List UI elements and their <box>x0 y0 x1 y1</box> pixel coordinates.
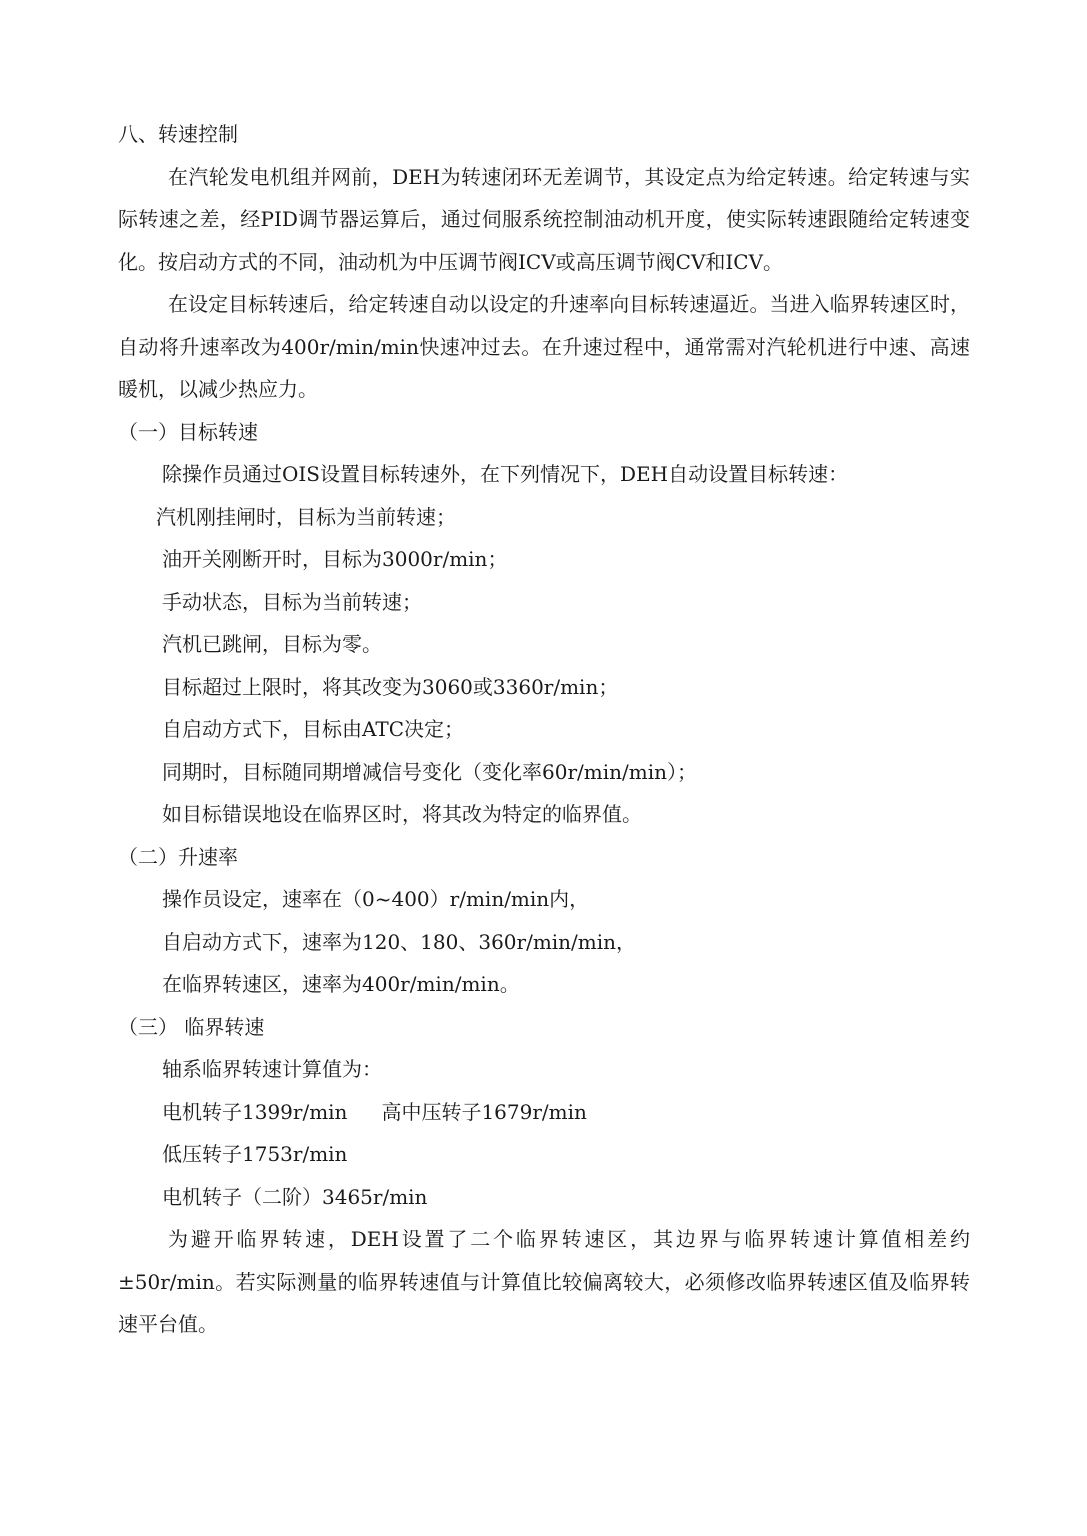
target-speed-item: 同期时，目标随同期增减信号变化（变化率60r/min/min）； <box>162 759 697 784</box>
rotor-lp-value: 低压转子1753r/min <box>162 1142 348 1166</box>
target-speed-intro: 除操作员通过OIS设置目标转速外，在下列情况下，DEH自动设置目标转速： <box>162 462 849 486</box>
target-speed-item: 自启动方式下，目标由ATC决定； <box>162 717 464 741</box>
rotor-motor-2nd-value: 电机转子（二阶）3465r/min <box>162 1184 428 1209</box>
subsection-heading-critical-speed: （三） 临界转速 <box>118 1014 265 1039</box>
critical-speed-row <box>118 1091 970 1134</box>
target-speed-item: 汽机刚挂闸时，目标为当前转速； <box>156 504 456 529</box>
acceleration-rate-item: 自启动方式下，速率为120、180、360r/min/min， <box>162 929 637 954</box>
intro-paragraph-1: 在汽轮发电机组并网前，DEH为转速闭环无差调节，其设定点为给定转速。给定转速与实际转速之差，经PID调节器运算后，通过伺服系统控制油动机开度，使实际转速跟随给定转速变化。按启动方式的不同，油动机为中压调节阀ICV或高压调节阀CV和ICV。 <box>118 164 970 274</box>
document-body <box>118 113 970 1346</box>
subsection-heading-acceleration-rate: （二）升速率 <box>118 844 238 869</box>
acceleration-rate-item: 在临界转速区，速率为400r/min/min。 <box>162 972 520 996</box>
target-speed-item: 如目标错误地设在临界区时，将其改为特定的临界值。 <box>162 802 642 826</box>
critical-speed-intro: 轴系临界转速计算值为： <box>162 1057 382 1081</box>
subsection-heading-target-speed: （一）目标转速 <box>118 419 258 444</box>
intro-paragraph-2: 在设定目标转速后，给定转速自动以设定的升速率向目标转速逼近。当进入临界转速区时，自动将升速率改为400r/min/min快速冲过去。在升速过程中，通常需对汽轮机进行中速、高速暖机，以减少热应力。 <box>118 292 970 401</box>
critical-speed-closing-paragraph: 为避开临界转速，DEH设置了二个临界转速区，其边界与临界转速计算值相差约±50r/min。若实际测量的临界转速值与计算值比较偏离较大，必须修改临界转速区值及临界转速平台值。 <box>118 1227 970 1336</box>
target-speed-item: 手动状态，目标为当前转速； <box>162 589 422 614</box>
section-title: 八、转速控制 <box>118 122 238 146</box>
acceleration-rate-item: 操作员设定，速率在（0~400）r/min/min内， <box>162 887 590 911</box>
rotor-motor-value: 电机转子1399r/min <box>162 1099 348 1124</box>
rotor-hip-value: 高中压转子1679r/min <box>381 1099 587 1124</box>
target-speed-item: 汽机已跳闸，目标为零。 <box>162 632 382 656</box>
target-speed-item: 油开关刚断开时，目标为3000r/min； <box>162 547 508 571</box>
target-speed-item: 目标超过上限时，将其改变为3060或3360r/min； <box>162 674 619 699</box>
